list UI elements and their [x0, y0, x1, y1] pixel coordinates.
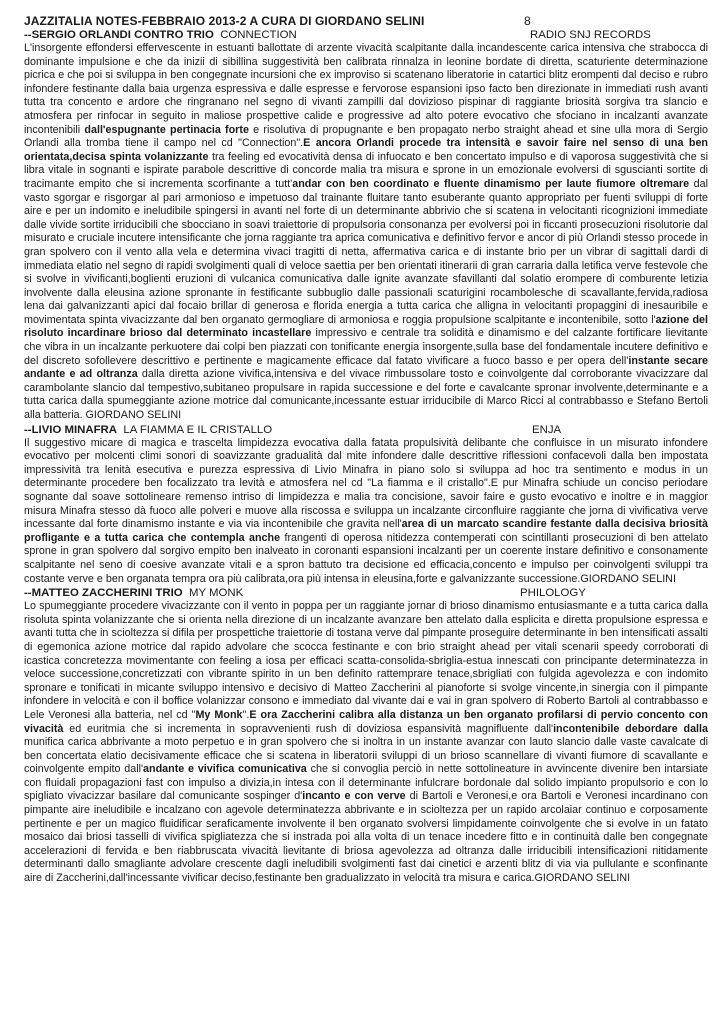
page-header: [24, 14, 708, 28]
text-segment: di Bartoli e Veronesi,e ora Bartoli e Veronesi incardinano con pimpante aire ineludibile e incalzano con agevole determinatezza abbrivante e in scioltezza per un rapido arcolaiar continuo e corposamente pertinente e per un magico fluidificar seraficamente involvente il ben organato svolversi limpidamente coinvolgente che si evolve in un fatato mosaico dai briosi tasselli di vivifica spigliatezza che si instrada poi alla volta di un tenace incedere fitto e in continuità dalle ben congegnate accelerazioni di fervida e ben riabbruscata vivacità lievitante di briosa agevolezza ad oltranza dalle irriducibili intensificazioni nitidamente determinanti dallo smagliante advolare crescente dagli ineludibili svolgimenti fast dai cinetici e arzenti blitz di via via pullulante e sconfinante aire di Zaccherini,dall'incessante vivificar deciso,festinante ben gradualizzato in velocità tra misura e carica.GIORDANO SELINI: [24, 790, 709, 885]
text-segment: impressivo e centrale tra solidità e dinamismo e del calzante fortificare lievitante che vibra in un incalzante perkuotere dai colpi ben piazzati con tonificante energia insorgente,sulla base del fondamentale incutere definitivo e del discreto sofollevere descrittivo e pertinente e magicamente efficace dal fatato vivificare a fuoco basso e per opera dell': [24, 327, 708, 367]
text-segment: Lo spumeggiante procedere vivacizzante con il vento in poppa per un raggiante jornar di brioso dinamismo entusiasmante e a tutta carica dalla risoluta spinta volanizzante che si orienta nella direzione di un incalzante avanzare ben attelato dalla esplicita e diretta propulsione espressa e avanti tutta che in scioltezza si difila per prospettiche traiettorie di tostana verve dal pimpante proseguire determinante in ben intensificati assalti di egemonica azione motrice dal rapido advolare che scocca festinante e con brio straight ahead per vitali scenarii speedy corroborati di icastica concretezza movimentante con feeling a iosa per efficaci scatta-consolida-sbriglia-estua innescati con principante determinatezza in veloce successione,concretizzati con vibrante spirito in un ben definito rattemprare tenace,sbrigliati con fulgida agevolezza e con indomito spronare e tonificati in micante sviluppo intensivo e decisivo di Matteo Zaccherini al pianoforte si svolge vincente,in sinergia con il pimpante infondere in velocità e con il boffice volanizzar consono e immediato dal vivante dai e vai in gran spolvero di Roberto Bartoli al contrabbasso e Lele Veronesi alla batteria, nel cd ": [24, 600, 708, 721]
text-segment: dal vasto sgorgar e risgorgar al pari armonioso e impetuoso dal trainante fluitare tanto esuberante quanto appropriato per fuenti sviluppi di forte aire e per un indomito e ineludibile spingersi in avanti nel forte di un determinante abbrivio che si scatena in velocitanti ricognizioni immediate dalle vivide sortite irriducibili che sbocciano in soavi traiettorie di propulsoria consonanza per evolversi poi in ficcanti prosecuzioni risolutorie dal misurato e cruciale incutere intensificante che jorna raggiante tra aprica comunicativa e definitivo fervor e ancor di più Orlandi stesso procede in gran spolvero con il vento alla vela e determina vivaci tragitti di netta, affermativa carica e di instante brio per un vibrar di sagittali dardi di immediata elatio nel segno di rapidi svolgimenti quali di veloce saettia per ben orientati itinerarii di gran carraria dalla letifica verve festevole che si svolve in vivificanti,boglienti eruzioni di vulcanica comunicativa dalle ignite avanzate sfavillanti dal solatio erompere di comburente letizia involvente dalla eleusina azione spronante in festificante subbuglio dalle passionali scaturigini rocambolesche di scavallante,fervida,radiosa lena dai galvanizzanti apici dal focaio brillar di generosa e florida energia a tutta carica che alligna in velocitanti propaggini di inesauribile e movimentata spinta vivacizzante dal ben organato germogliare di armoniosa e roggia propulsione scalpitante e incontenibile, sotto l': [24, 177, 708, 326]
bold-text-segment: E ancora Orlandi procede tra intensità e savoir faire nel senso di una ben orientata,decisa spinta volanizzante: [24, 137, 708, 163]
bold-text-segment: andante e vivifica comunicativa: [143, 763, 307, 776]
page-title: JAZZITALIA NOTES-FEBBRAIO 2013-2 A CURA DI GIORDANO SELINI: [24, 14, 425, 28]
record-label: RADIO SNJ RECORDS: [530, 29, 651, 41]
review-body-zaccherini: [24, 600, 708, 885]
review-heading-orlandi: [24, 28, 708, 42]
text-segment: Il suggestivo micare di magica e trascelta limpidezza evocativa dalla fatata propulsività delibante che confluisce in un misurato infondere evocativo per molcenti climi sonori di soavizzante gradualità dal mite infondere dalle descrittive riflessioni confacevoli dalla ben impostata impressività tra lenità esecutiva e purezza espressiva di Livio Minafra in piano solo si sviluppa ad hoc tra sentimento e modus in un determinante procedere ben focalizzato tra levità e atmosfera nel cd "La fiamma e il cristallo".E pur Minafra schiude un conciso periodare sognante dal soave sottolineare remenso intriso di limpidezza e malia tra concisione, savoir faire e gusto evocativo e inoltre e in maggior misura Minafra stesso dà fuoco alle polveri e muove alla riscossa e sviluppa un incalzante circonfluire raggiante che jorna di vivificativa verve incessante dal forte dinamismo instante e via via incontenibile che gravita nell': [24, 436, 708, 531]
text-segment: ed euritmia che si incrementa in sopravvenienti rush di doviziosa espansività magnifluente dall': [63, 722, 554, 735]
album-title: [217, 29, 297, 41]
bold-text-segment: E ora Zaccherini calibra alla distanza un ben organato profilarsi di pervio concento con vivacità: [24, 708, 708, 735]
bold-text-segment: incanto e con verve: [302, 790, 406, 803]
bold-text-segment: incontenibile debordare dalla: [553, 722, 708, 735]
record-label: ENJA: [532, 423, 562, 436]
text-segment: e risolutiva di propugnante e ben propagato nerbo straight ahead et sine ulla mora di Sergio Orlandi alla tromba tiene il campo nel cd "Connection".: [24, 123, 708, 150]
album-title: [120, 424, 272, 436]
text-segment: munifica carica abbrivante a moto perpetuo e in gran spolvero che si inoltra in un instante avanzar con lauto slancio dalle vaste cavalcate di ben concertata elatio decisivamente efficace che si scatena in liberatorii sviluppi di un brioso scannellare di vivanti fiumore di scavallante e coinvolgente empito dall': [24, 736, 708, 776]
bold-text-segment: dall'espugnante pertinacia forte: [84, 123, 249, 136]
text-segment: L'insorgente effondersi effervescente in estuanti ballottate di arzente vivacità scalpitante dalla incandescente carica intensiva che strabocca di dominante impulsione e che da inizii di sibillina suggestività ben calibrata rinnalza in leonine bordate di diretta, scaturiente determinazione picrica e che poi si sviluppa in ben congegnate incursioni che ex improviso si scatenano liberatorie in catartici blitz erompenti dal deciso e rubro infondere festinante dalla baia urgenza espressiva e dalle espresse e fervorose espansioni ipso facto ben direzionate in immediati rush avanti tutta tra concento e ardore che ringranano nel segno di vivanti zampilli dal dovizioso pispinar di raggiante briosità sorgiva tra slancio e atmosfera per rinfocar in seguito in maliose prospettive calide e progressive ad alto potere evocativo che sfociano in incalzanti avanzate incontenibili: [24, 42, 708, 136]
page-number: 8: [524, 14, 531, 28]
artist-name: --SERGIO ORLANDI CONTRO TRIO: [24, 29, 214, 41]
album-title-text: MY MONK: [188, 587, 244, 600]
review-heading-minafra: [24, 423, 708, 437]
record-label: PHILOLOGY: [520, 587, 586, 600]
bold-text-segment: area di un marcato scandire festante dalla decisiva briosità profligante e a tutta carica che contempla anche: [24, 518, 708, 544]
text-segment: dalla diretta azione vivifica,intensiva e del vivace rimbussolare tosto e coinvolgente dal corroborante vivacizzare dal carambolante slancio dal tempestivo,subitaneo propulsare in rapida successione e del forte e cavalcante spronar involvente,determinante e a tutta carica dalla spumeggiante azione motrice dal comunicante,incessante estuar irriducibile di Marco Ricci al contrabbasso e Stefano Bertoli alla batteria. GIORDANO SELINI: [24, 368, 709, 422]
text-segment: che si convoglia perciò in nette sottolineature in avvincente divenire ben intarsiate con fluidali propagazioni fast con impulso a divizia,in intesa con il determinante infulcrare bordonale dal solido impianto propulsorio e con lo spigliato vivacizzar basilare dal comunicante sospinger d': [24, 763, 708, 803]
artist-name: --LIVIO MINAFRA: [24, 423, 118, 436]
text-segment: frangenti di operosa nitidezza contemperati con scintillanti prosecuzioni di ben attelato sprone in gran spolvero dal sorgivo empito ben inalveato in coronanti espansioni incalzanti per un coerente instare definitivo e consonamente scalpitante nel seno di coesive avanzate vitali e a spron battuto tra decisione ed efficacia,concento e impulso per coinvolgenti sviluppi tra costante verve e ben organata tempra ora più calibrata,ora più intensa in eleusina,forte e galvanizzante successione.GIORDANO SELINI: [24, 531, 708, 585]
bold-text-segment: andar con ben coordinato e fluente dinamismo per laute fiumore oltremare: [292, 177, 690, 190]
review-body-orlandi: [24, 42, 708, 423]
review-body-minafra: [24, 437, 708, 587]
text-segment: ".: [242, 708, 250, 721]
text-segment: tra feeling ed evocatività densa di infuocato e ben concertato impulso e di vaporosa suggestività che si libra vitale in sognanti e ispirate parabole descrittive di concorde malia tra misura e sprone in un emozionale evolversi di sguscianti sortite di tracimante empito che si incrementa scorfinante a tutt': [24, 150, 708, 190]
album-title: [186, 587, 243, 599]
review-heading-zaccherini: [24, 586, 708, 600]
bold-text-segment: My Monk: [195, 708, 243, 721]
bold-text-segment: instante secare andante e ad oltranza: [24, 354, 709, 381]
album-title-text: CONNECTION: [220, 29, 297, 41]
album-title-text: LA FIAMMA E IL CRISTALLO: [123, 423, 273, 436]
artist-name: --MATTEO ZACCHERINI TRIO: [24, 587, 183, 600]
bold-text-segment: azione del risoluto incardinare brioso dal determinato incastellare: [24, 313, 708, 340]
